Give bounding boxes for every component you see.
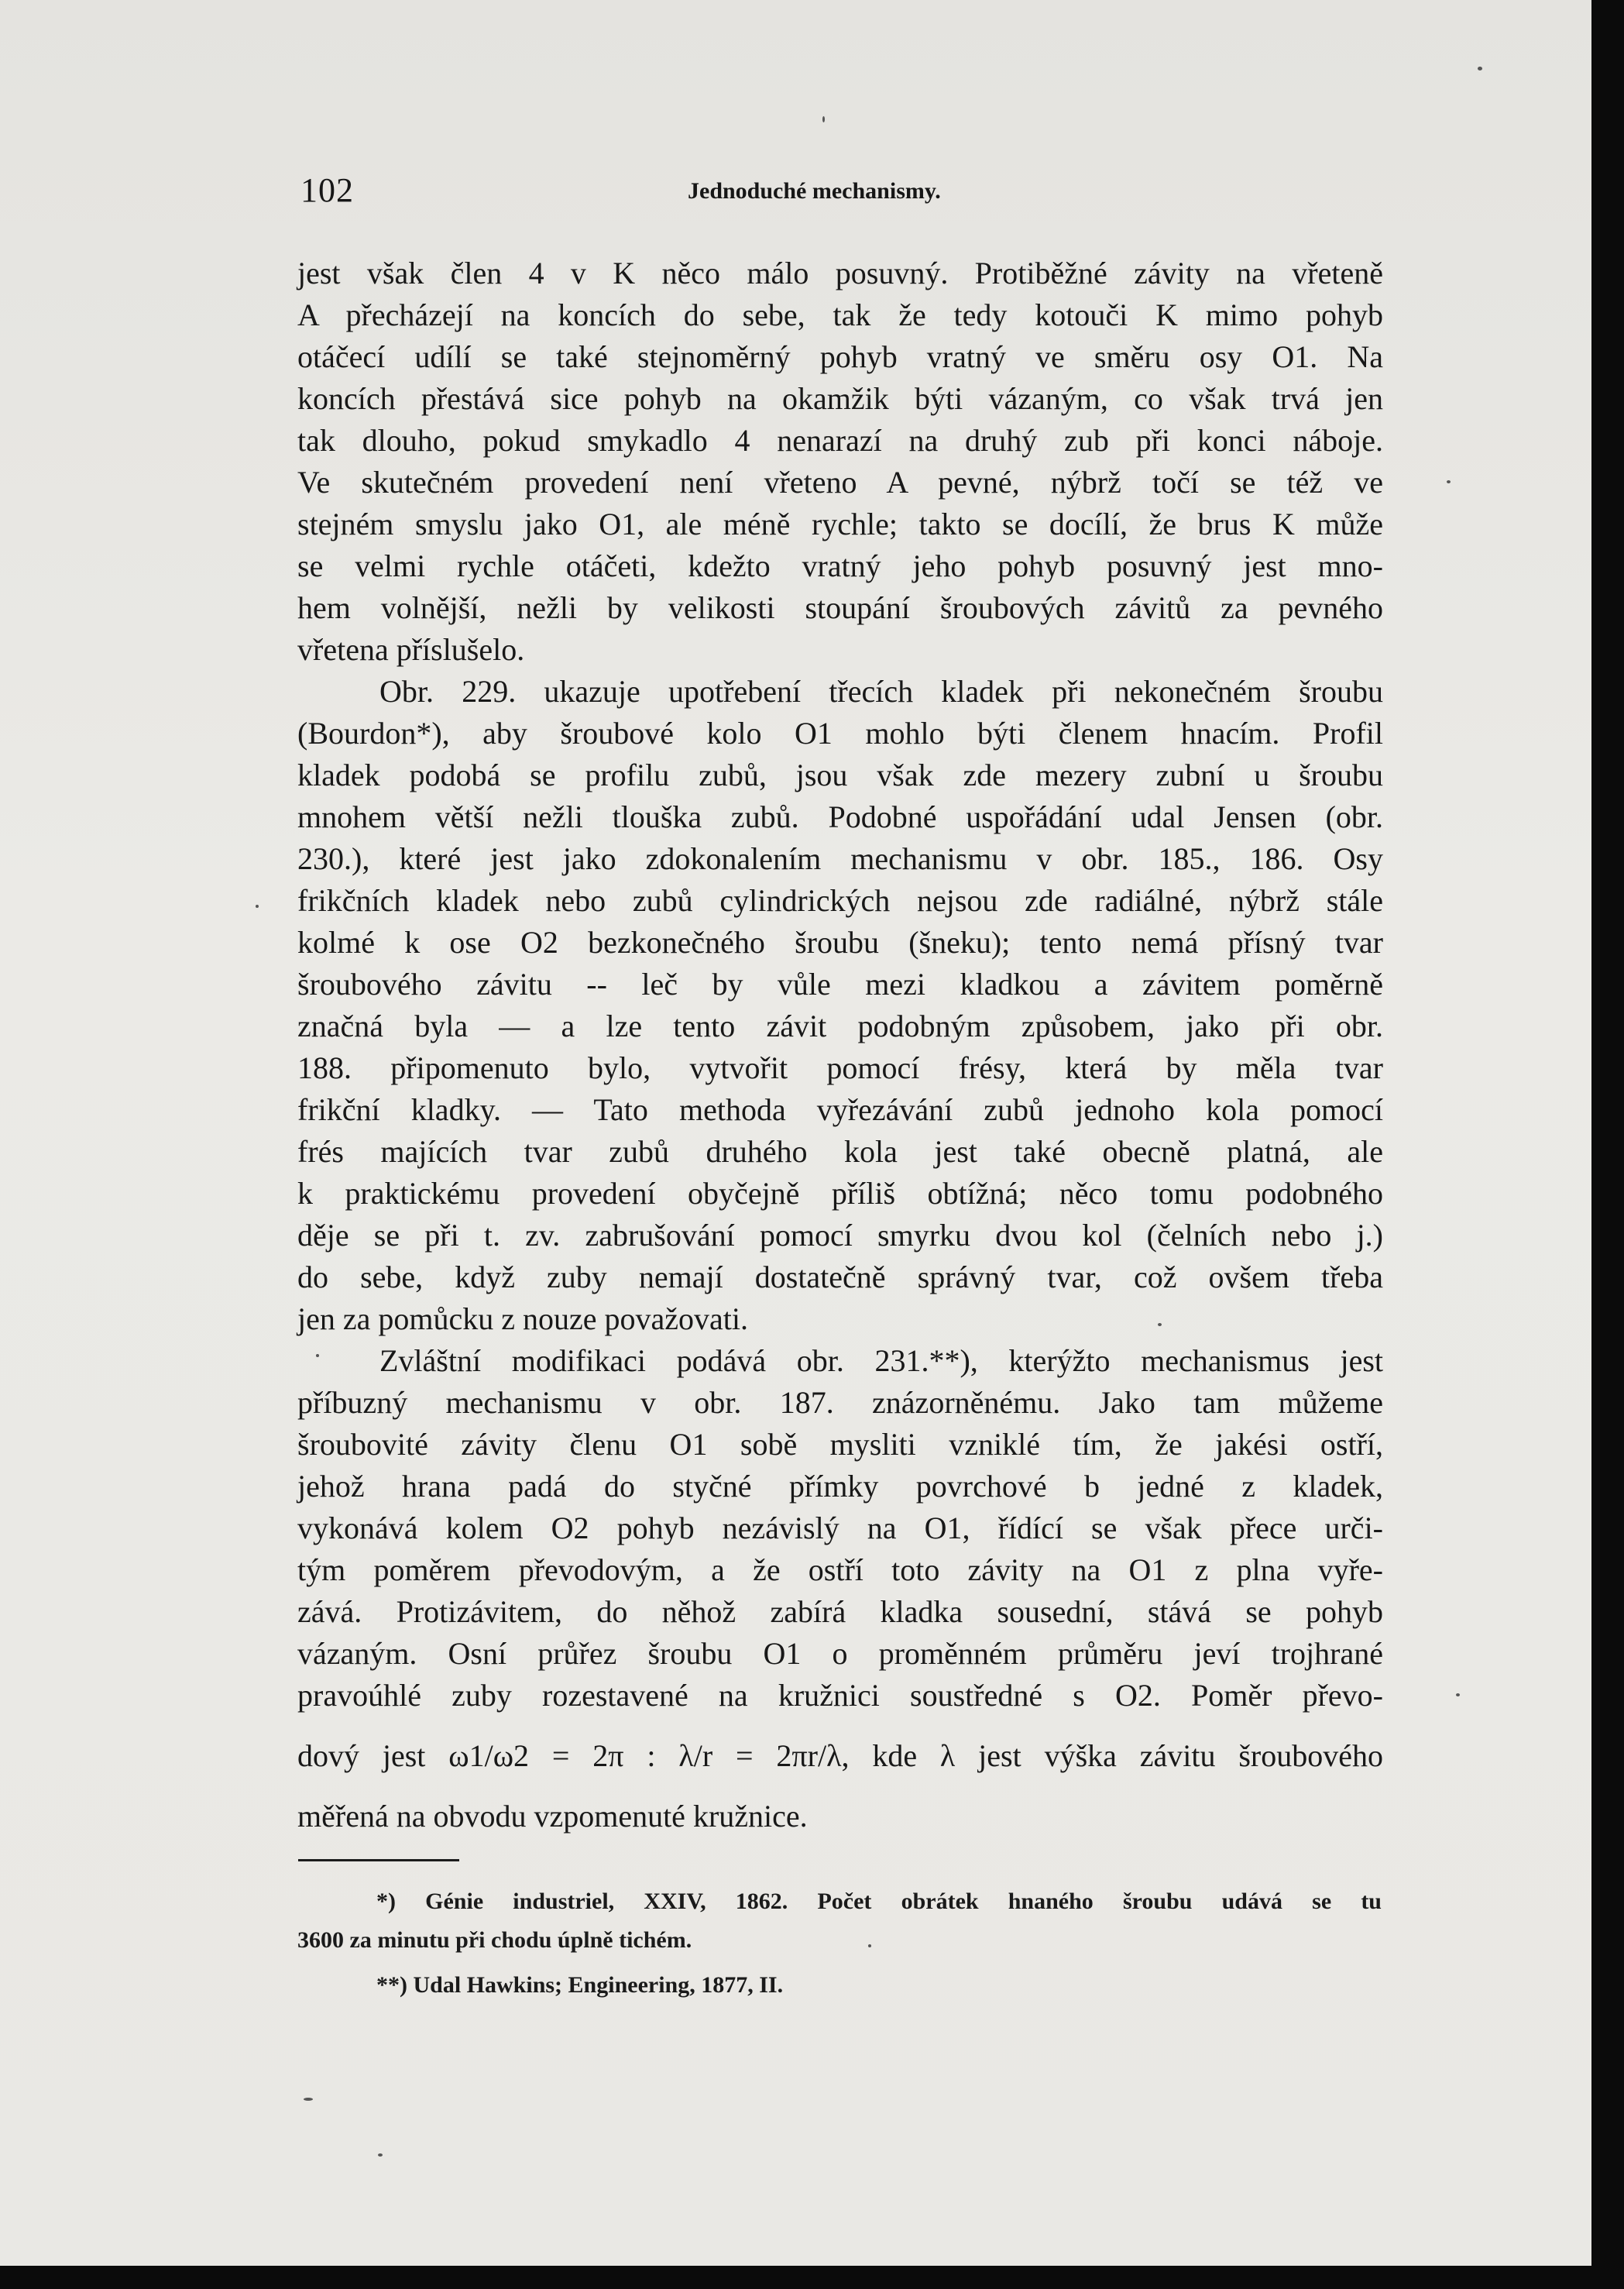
footnote: 3600 za minutu při chodu úplně tichém. — [297, 1927, 692, 1953]
scan-speck — [822, 116, 825, 122]
text-line: jest však člen 4 v K něco málo posuvný. Protiběžné závity na vřeteně — [297, 256, 1383, 290]
text-line: hem volnější, nežli by velikosti stoupání šroubových závitů za pevného — [297, 590, 1383, 625]
footnote-rule — [298, 1859, 459, 1861]
formula-line: dový jest ω1/ω2 = 2π : λ/r = 2πr/λ, kde λ jest výška závitu šroubového — [297, 1738, 1384, 1773]
text-line: do sebe, když zuby nemají dostatečně správný tvar, což ovšem třeba — [297, 1260, 1383, 1294]
scan-speck — [1478, 67, 1482, 70]
scan-speck — [316, 1354, 319, 1357]
text-line: jehož hrana padá do styčné přímky povrchové b jedné z kladek, — [297, 1469, 1383, 1504]
text-line: kolmé k ose O2 bezkonečného šroubu (šneku); tento nemá přísný tvar — [297, 925, 1383, 960]
scan-speck — [256, 905, 259, 908]
text-line: jen za pomůcku z nouze považovati. — [297, 1301, 748, 1336]
text-line: vřetena příslušelo. — [297, 632, 525, 667]
scan-speck — [868, 1944, 871, 1947]
text-line: frikční kladky. — Tato methoda vyřezávání zubů jednoho kola pomocí — [297, 1092, 1383, 1127]
text-line: koncích přestává sice pohyb na okamžik býti vázaným, co však trvá jen — [297, 381, 1383, 416]
page-number: 102 — [300, 171, 354, 209]
text-line: značná byla — a lze tento závit podobným způsobem, jako při obr. — [297, 1009, 1383, 1043]
text-line: se velmi rychle otáčeti, kdežto vratný jeho pohyb posuvný jest mno- — [297, 548, 1383, 583]
text-line: (Bourdon*), aby šroubové kolo O1 mohlo býti členem hnacím. Profil — [297, 716, 1383, 751]
text-line: zává. Protizávitem, do něhož zabírá kladka sousední, stává se pohyb — [297, 1594, 1383, 1629]
text-line: tak dlouho, pokud smykadlo 4 nenarazí na druhý zub při konci náboje. — [297, 423, 1383, 458]
scan-speck — [1158, 1323, 1162, 1326]
text-line: Obr. 229. ukazuje upotřebení třecích kladek při nekonečném šroubu — [379, 674, 1383, 709]
text-line: frikčních kladek nebo zubů cylindrických nejsou zde radiálné, nýbrž stále — [297, 883, 1383, 918]
text-line: vázaným. Osní průřez šroubu O1 o proměnném průměru jeví trojhrané — [297, 1636, 1383, 1671]
scan-speck — [1447, 480, 1451, 483]
text-line: měřená na obvodu vzpomenuté kružnice. — [297, 1799, 808, 1834]
text-line: kladek podobá se profilu zubů, jsou však zde mezery zubní u šroubu — [297, 758, 1383, 792]
scan-speck — [378, 2153, 383, 2157]
scan-speck — [1456, 1693, 1460, 1696]
footnote: **) Udal Hawkins; Engineering, 1877, II. — [376, 1972, 784, 1998]
text-line: pravoúhlé zuby rozestavené na kružnici soustředné s O2. Poměr převo- — [297, 1678, 1383, 1713]
text-line: 230.), které jest jako zdokonalením mechanismu v obr. 185., 186. Osy — [297, 841, 1383, 876]
text-line: 188. připomenuto bylo, vytvořit pomocí frésy, která by měla tvar — [297, 1050, 1383, 1085]
text-line: stejném smyslu jako O1, ale méně rychle; takto se docílí, že brus K může — [297, 507, 1383, 541]
text-line: vykonává kolem O2 pohyb nezávislý na O1, řídící se však přece urči- — [297, 1511, 1383, 1545]
text-line: šroubového závitu -- leč by vůle mezi kladkou a závitem poměrně — [297, 967, 1383, 1002]
text-line: otáčecí udílí se také stejnoměrný pohyb vratný ve směru osy O1. Na — [297, 339, 1383, 374]
text-line: příbuzný mechanismu v obr. 187. znázorněnému. Jako tam můžeme — [297, 1385, 1383, 1420]
scan-speck — [304, 2098, 313, 2101]
running-title: Jednoduché mechanismy. — [688, 178, 941, 204]
text-line: A přecházejí na koncích do sebe, tak že tedy kotouči K mimo pohyb — [297, 297, 1383, 332]
text-line: mnohem větší nežli tlouška zubů. Podobné uspořádání udal Jensen (obr. — [297, 799, 1383, 834]
text-line: k praktickému provedení obyčejně příliš obtížná; něco tomu podobného — [297, 1176, 1383, 1211]
text-line: šroubovité závity členu O1 sobě mysliti vzniklé tím, že jakési ostří, — [297, 1427, 1383, 1462]
text-line: tým poměrem převodovým, a že ostří toto závity na O1 z plna vyře- — [297, 1552, 1383, 1587]
text-line: frés majících tvar zubů druhého kola jest také obecně platná, ale — [297, 1134, 1383, 1169]
footnote: *) Génie industriel, XXIV, 1862. Počet obrátek hnaného šroubu udává se tu — [376, 1889, 1382, 1914]
text-line: Ve skutečném provedení není vřeteno A pevné, nýbrž točí se též ve — [297, 465, 1383, 500]
text-line: děje se při t. zv. zabrušování pomocí smyrku dvou kol (čelních nebo j.) — [297, 1218, 1383, 1253]
text-line: Zvláštní modifikaci podává obr. 231.**), kterýžto mechanismus jest — [379, 1343, 1383, 1378]
